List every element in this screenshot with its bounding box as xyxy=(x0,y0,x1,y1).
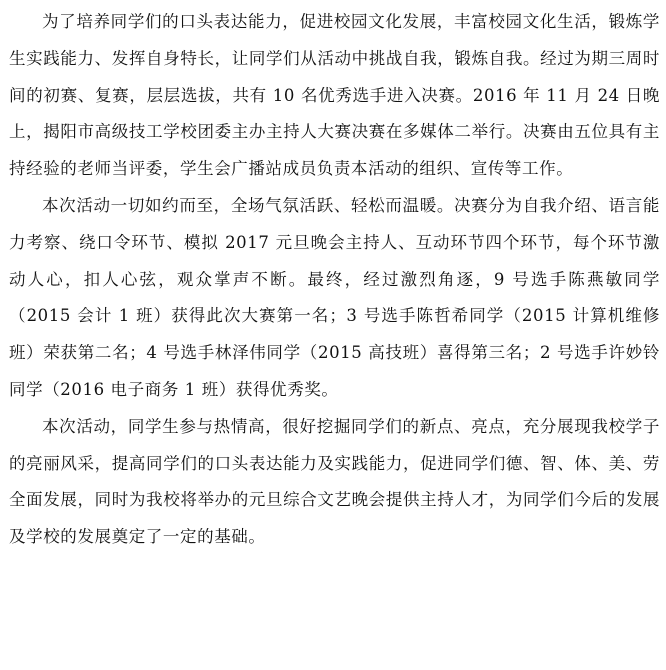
paragraph-1: 为了培养同学们的口头表达能力，促进校园文化发展，丰富校园文化生活，锻炼学生实践能力、发挥自身特长，让同学们从活动中挑战自我，锻炼自我。经过为期三周时间的初赛、复赛，层层选拔，共有 10 名优秀选手进入决赛。2016 年 11 月 24 日晚上，揭阳市高级技工学校团委主办主持人大赛决赛在多媒体二举行。决赛由五位具有主持经验的老师当评委，学生会广播站成员负责本活动的组织、宣传等工作。 xyxy=(9,12,660,179)
paragraph-3: 本次活动，同学生参与热情高，很好挖掘同学们的新点、亮点，充分展现我校学子的亮丽风采，提高同学们的口头表达能力及实践能力，促进同学们德、智、体、美、劳全面发展，同时为我校将举办的元旦综合文艺晚会提供主持人才，为同学们今后的发展及学校的发展奠定了一定的基础。 xyxy=(9,416,660,547)
paragraph-2: 本次活动一切如约而至，全场气氛活跃、轻松而温暖。决赛分为自我介绍、语言能力考察、绕口令环节、模拟 2017 元旦晚会主持人、互动环节四个环节，每个环节激动人心，扣人心弦，观众掌声不断。最终，经过激烈角逐，9 号选手陈燕敏同学（2015 会计 1 班）获得此次大赛第一名；3 号选手陈哲希同学（2015 计算机维修班）荣获第二名；4 号选手林泽伟同学（2015 高技班）喜得第三名；2 号选手许妙铃同学（2016 电子商务 1 班）获得优秀奖。 xyxy=(9,195,660,399)
